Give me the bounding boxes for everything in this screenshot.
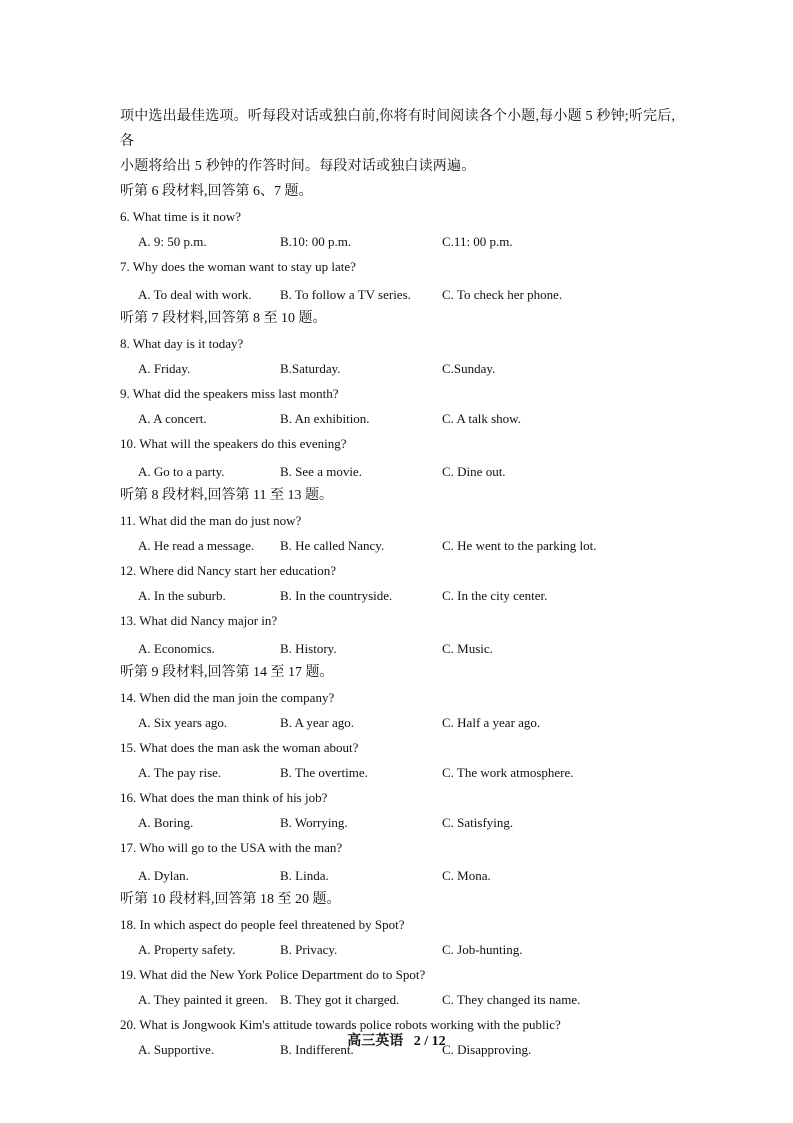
question-stem: 10. What will the speakers do this evening?	[120, 436, 347, 451]
question-stem: 13. What did Nancy major in?	[120, 613, 278, 628]
section-heading: 听第 7 段材料,回答第 8 至 10 题。	[120, 311, 327, 326]
footer-page-number: 2 / 12	[413, 1034, 446, 1049]
option-a: A. Dylan.	[138, 868, 189, 883]
section-heading: 听第 6 段材料,回答第 6、7 题。	[120, 184, 313, 199]
section-heading: 听第 9 段材料,回答第 14 至 17 题。	[120, 665, 334, 680]
question-stem: 20. What is Jongwook Kim's attitude towards police robots working with the public?	[120, 1017, 561, 1032]
option-c: C.11: 00 p.m.	[442, 234, 513, 249]
page-footer	[0, 1030, 793, 1050]
question-stem: 8. What day is it today?	[120, 336, 244, 351]
question-stem: 17. Who will go to the USA with the man?	[120, 840, 343, 855]
question-stem: 9. What did the speakers miss last month?	[120, 386, 339, 401]
option-c: C. Disapproving.	[442, 1042, 532, 1057]
option-b: B. Worrying.	[280, 815, 348, 830]
question-stem: 12. Where did Nancy start her education?	[120, 563, 336, 578]
option-b: B.10: 00 p.m.	[280, 234, 352, 249]
option-b: B. An exhibition.	[280, 411, 370, 426]
option-a: A. He read a message.	[138, 538, 255, 553]
question-stem: 19. What did the New York Police Department do to Spot?	[120, 967, 426, 982]
option-c: C. Dine out.	[442, 464, 506, 479]
option-c: C. Half a year ago.	[442, 715, 541, 730]
option-b: B. See a movie.	[280, 464, 362, 479]
answer-options	[120, 583, 680, 608]
option-a: A. Friday.	[138, 361, 191, 376]
question-stem: 14. When did the man join the company?	[120, 690, 335, 705]
answer-options	[120, 860, 680, 887]
option-a: A. Go to a party.	[138, 464, 225, 479]
option-b: B. Privacy.	[280, 942, 338, 957]
option-b: B. The overtime.	[280, 765, 368, 780]
answer-options	[120, 810, 680, 835]
option-b: B. A year ago.	[280, 715, 355, 730]
instructions-line-2: 小题将给出 5 秒钟的作答时间。每段对话或独白读两遍。	[120, 159, 476, 174]
question-list	[120, 179, 680, 1062]
option-a: A. To deal with work.	[138, 287, 252, 302]
option-c: C. Music.	[442, 641, 493, 656]
section-heading: 听第 8 段材料,回答第 11 至 13 题。	[120, 488, 333, 503]
answer-options	[120, 633, 680, 660]
option-a: A. A concert.	[138, 411, 207, 426]
answer-options	[120, 937, 680, 962]
answer-options	[120, 456, 680, 483]
question-stem: 16. What does the man think of his job?	[120, 790, 328, 805]
option-b: B. They got it charged.	[280, 992, 400, 1007]
option-b: B. In the countryside.	[280, 588, 393, 603]
instructions-line-1: 项中选出最佳选项。听每段对话或独白前,你将有时间阅读各个小题,每小题 5 秒钟;听完后,各	[120, 109, 676, 149]
question-stem: 7. Why does the woman want to stay up late?	[120, 259, 356, 274]
question-stem: 6. What time is it now?	[120, 209, 242, 224]
option-c: C. The work atmosphere.	[442, 765, 574, 780]
instructions	[120, 104, 680, 179]
answer-options	[120, 229, 680, 254]
answer-options	[120, 533, 680, 558]
answer-options	[120, 987, 680, 1012]
option-b: B. To follow a TV series.	[280, 287, 411, 302]
option-a: A. They painted it green.	[138, 992, 268, 1007]
option-a: A. The pay rise.	[138, 765, 222, 780]
option-b: B. Linda.	[280, 868, 329, 883]
option-c: C. A talk show.	[442, 411, 521, 426]
option-c: C. Satisfying.	[442, 815, 514, 830]
option-a: A. In the suburb.	[138, 588, 226, 603]
option-a: A. Boring.	[138, 815, 194, 830]
option-a: A. Supportive.	[138, 1042, 215, 1057]
option-b: B. He called Nancy.	[280, 538, 385, 553]
answer-options	[120, 356, 680, 381]
option-a: A. 9: 50 p.m.	[138, 234, 207, 249]
answer-options	[120, 760, 680, 785]
question-stem: 18. In which aspect do people feel threatened by Spot?	[120, 917, 405, 932]
option-c: C. To check her phone.	[442, 287, 563, 302]
option-c: C.Sunday.	[442, 361, 496, 376]
option-b: B. Indifferent.	[280, 1042, 354, 1057]
option-b: B. History.	[280, 641, 337, 656]
option-a: A. Six years ago.	[138, 715, 228, 730]
option-c: C. He went to the parking lot.	[442, 538, 597, 553]
option-a: A. Economics.	[138, 641, 215, 656]
question-stem: 11. What did the man do just now?	[120, 513, 302, 528]
answer-options	[120, 279, 680, 306]
answer-options	[120, 710, 680, 735]
question-stem: 15. What does the man ask the woman about?	[120, 740, 359, 755]
answer-options	[120, 406, 680, 431]
listening-section	[120, 104, 680, 1062]
option-c: C. Mona.	[442, 868, 491, 883]
footer-subject: 高三英语	[347, 1034, 404, 1049]
section-heading: 听第 10 段材料,回答第 18 至 20 题。	[120, 892, 341, 907]
option-a: A. Property safety.	[138, 942, 236, 957]
option-b: B.Saturday.	[280, 361, 341, 376]
option-c: C. Job-hunting.	[442, 942, 523, 957]
option-c: C. In the city center.	[442, 588, 548, 603]
option-c: C. They changed its name.	[442, 992, 581, 1007]
